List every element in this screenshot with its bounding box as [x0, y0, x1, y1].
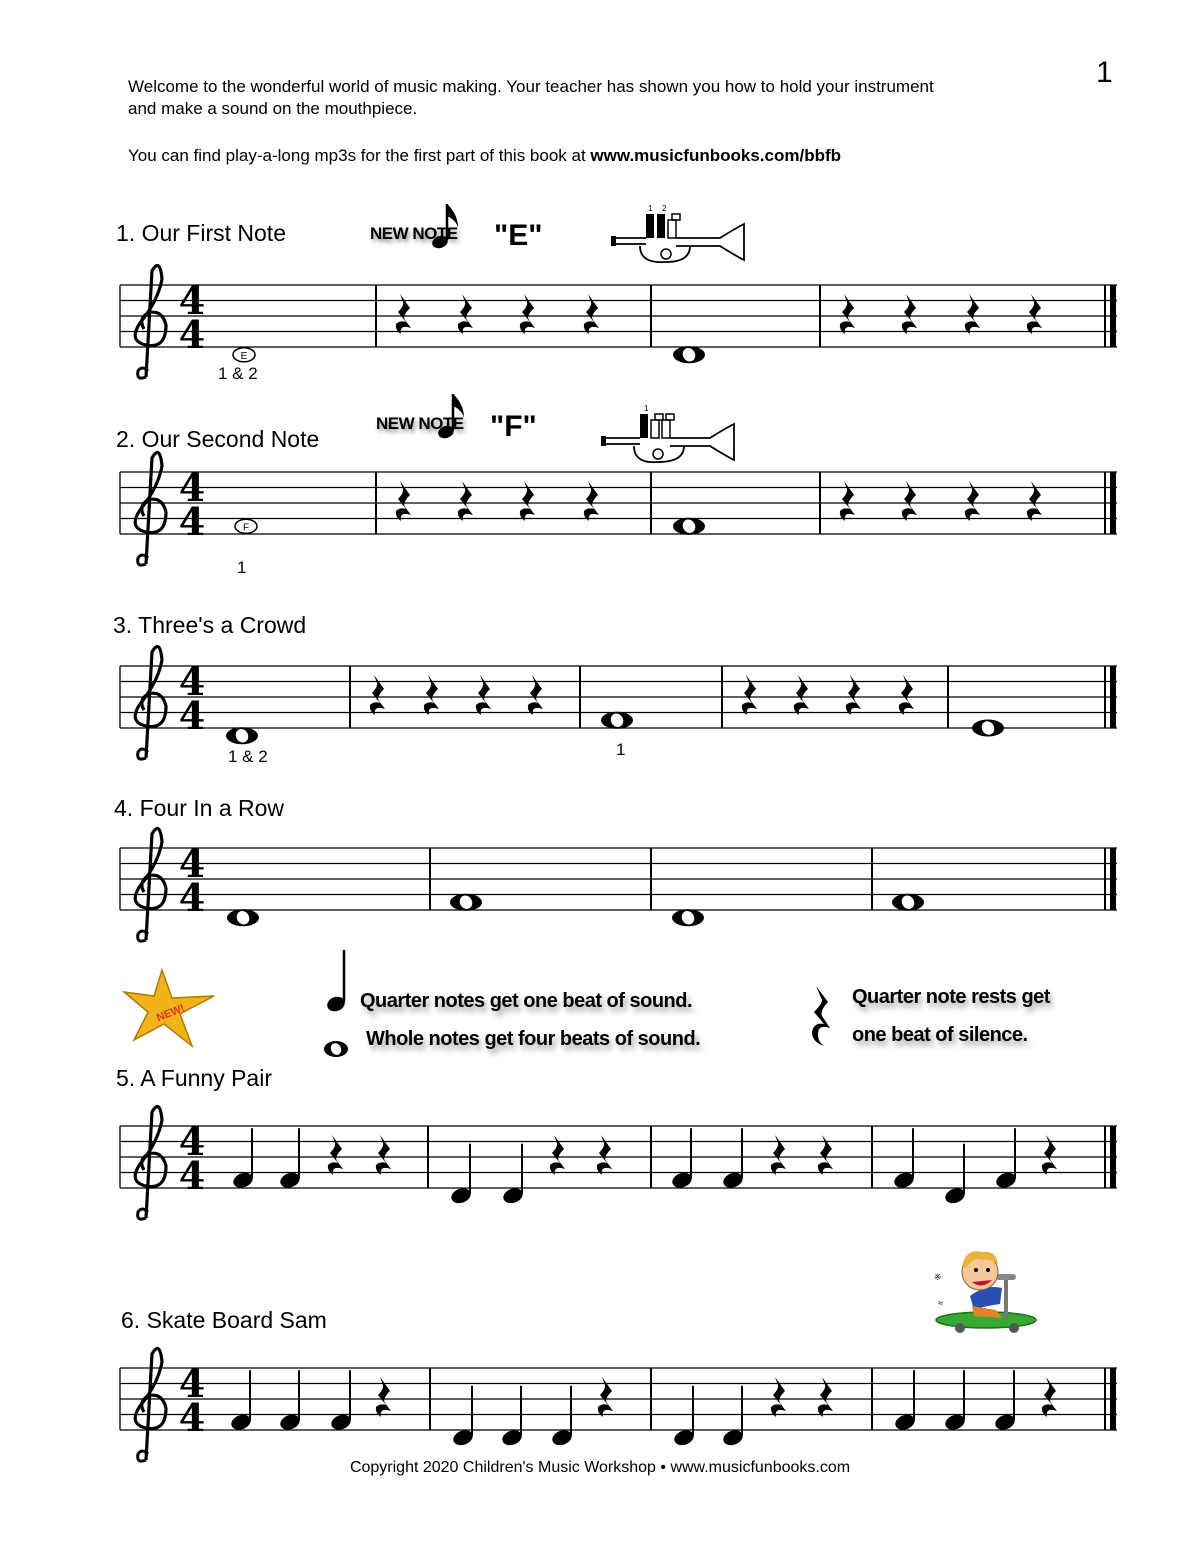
- star-label: NEW!: [154, 1002, 187, 1025]
- svg-text:1: 1: [648, 204, 653, 213]
- fingering-ex3-b: 1: [616, 740, 626, 759]
- treble-clef-icon: [135, 829, 166, 940]
- time-signature-bottom: 4: [178, 312, 206, 357]
- note-name-e: "E": [494, 219, 543, 252]
- whole-note-icon: [322, 1037, 352, 1061]
- time-signature-top: 4: [178, 1361, 206, 1406]
- time-signature-bottom: 4: [178, 875, 206, 920]
- page-number: 1: [1096, 56, 1113, 89]
- exercise-6-title: 6. Skate Board Sam: [121, 1307, 327, 1333]
- note-name-f: "F": [490, 410, 537, 443]
- final-bar-thick: [1110, 1368, 1116, 1430]
- exercise-4-title: 4. Four In a Row: [114, 795, 285, 821]
- fingering-ex1: 1 & 2: [218, 364, 258, 383]
- time-signature-bottom: 4: [178, 499, 206, 544]
- star-icon: [122, 966, 218, 1050]
- svg-text:2: 2: [662, 204, 667, 213]
- footer-copyright: Copyright 2020 Children's Music Workshop • www.musicfunbooks.com: [349, 1459, 851, 1476]
- treble-clef-icon: [135, 647, 166, 758]
- fingering-ex3-a: 1 & 2: [228, 747, 268, 766]
- svg-text:※: ※: [934, 1272, 942, 1282]
- intro-line-2: and make a sound on the mouthpiece.: [128, 99, 418, 118]
- treble-clef-icon: [135, 453, 166, 564]
- mp3-link[interactable]: www.musicfunbooks.com/bbfb: [590, 146, 842, 165]
- treble-clef-icon: [135, 266, 166, 377]
- time-signature-bottom: 4: [178, 693, 206, 738]
- final-bar-thick: [1110, 285, 1116, 347]
- exercise-1-title: 1. Our First Note: [116, 220, 286, 246]
- rest-text-line-1: Quarter note rests get: [852, 986, 1050, 1008]
- time-signature-top: 4: [178, 278, 206, 323]
- letter-note-name: F: [242, 522, 250, 534]
- treble-clef-icon: [135, 1349, 166, 1460]
- time-signature-top: 4: [178, 659, 206, 704]
- time-signature-top: 4: [178, 465, 206, 510]
- svg-text:1: 1: [644, 404, 649, 413]
- time-signature-bottom: 4: [178, 1153, 206, 1198]
- time-signature-top: 4: [178, 841, 206, 886]
- quarter-note-icon: [324, 946, 354, 1016]
- new-note-label-e: NEW NOTE: [370, 224, 458, 243]
- letter-note-name: E: [240, 350, 248, 362]
- intro-line-1: Welcome to the wonderful world of music making. Your teacher has shown you how to hold your instrument: [128, 77, 934, 96]
- time-signature-top: 4: [178, 1119, 206, 1164]
- rest-text-line-2: one beat of silence.: [852, 1024, 1028, 1046]
- final-bar-thick: [1110, 848, 1116, 910]
- quarter-note-text: Quarter notes get one beat of sound.: [360, 990, 693, 1012]
- quarter-rest-icon: [808, 982, 838, 1052]
- svg-text:≈: ≈: [938, 1298, 943, 1308]
- whole-note-text: Whole notes get four beats of sound.: [366, 1028, 701, 1050]
- intro-mp3-prefix: You can find play-a-long mp3s for the first part of this book at: [128, 146, 591, 165]
- final-bar-thick: [1110, 1126, 1116, 1188]
- exercise-5-title: 5. A Funny Pair: [116, 1065, 272, 1091]
- final-bar-thick: [1110, 666, 1116, 728]
- exercise-3-title: 3. Three's a Crowd: [113, 612, 307, 638]
- new-star-badge: [122, 966, 218, 1055]
- new-note-label-f: NEW NOTE: [376, 414, 464, 433]
- treble-clef-icon: [135, 1107, 166, 1218]
- fingering-ex2: 1: [237, 558, 247, 577]
- time-signature-bottom: 4: [178, 1395, 206, 1440]
- exercise-2-title: 2. Our Second Note: [116, 426, 320, 452]
- final-bar-thick: [1110, 472, 1116, 534]
- skateboarder-icon: [930, 1244, 1040, 1334]
